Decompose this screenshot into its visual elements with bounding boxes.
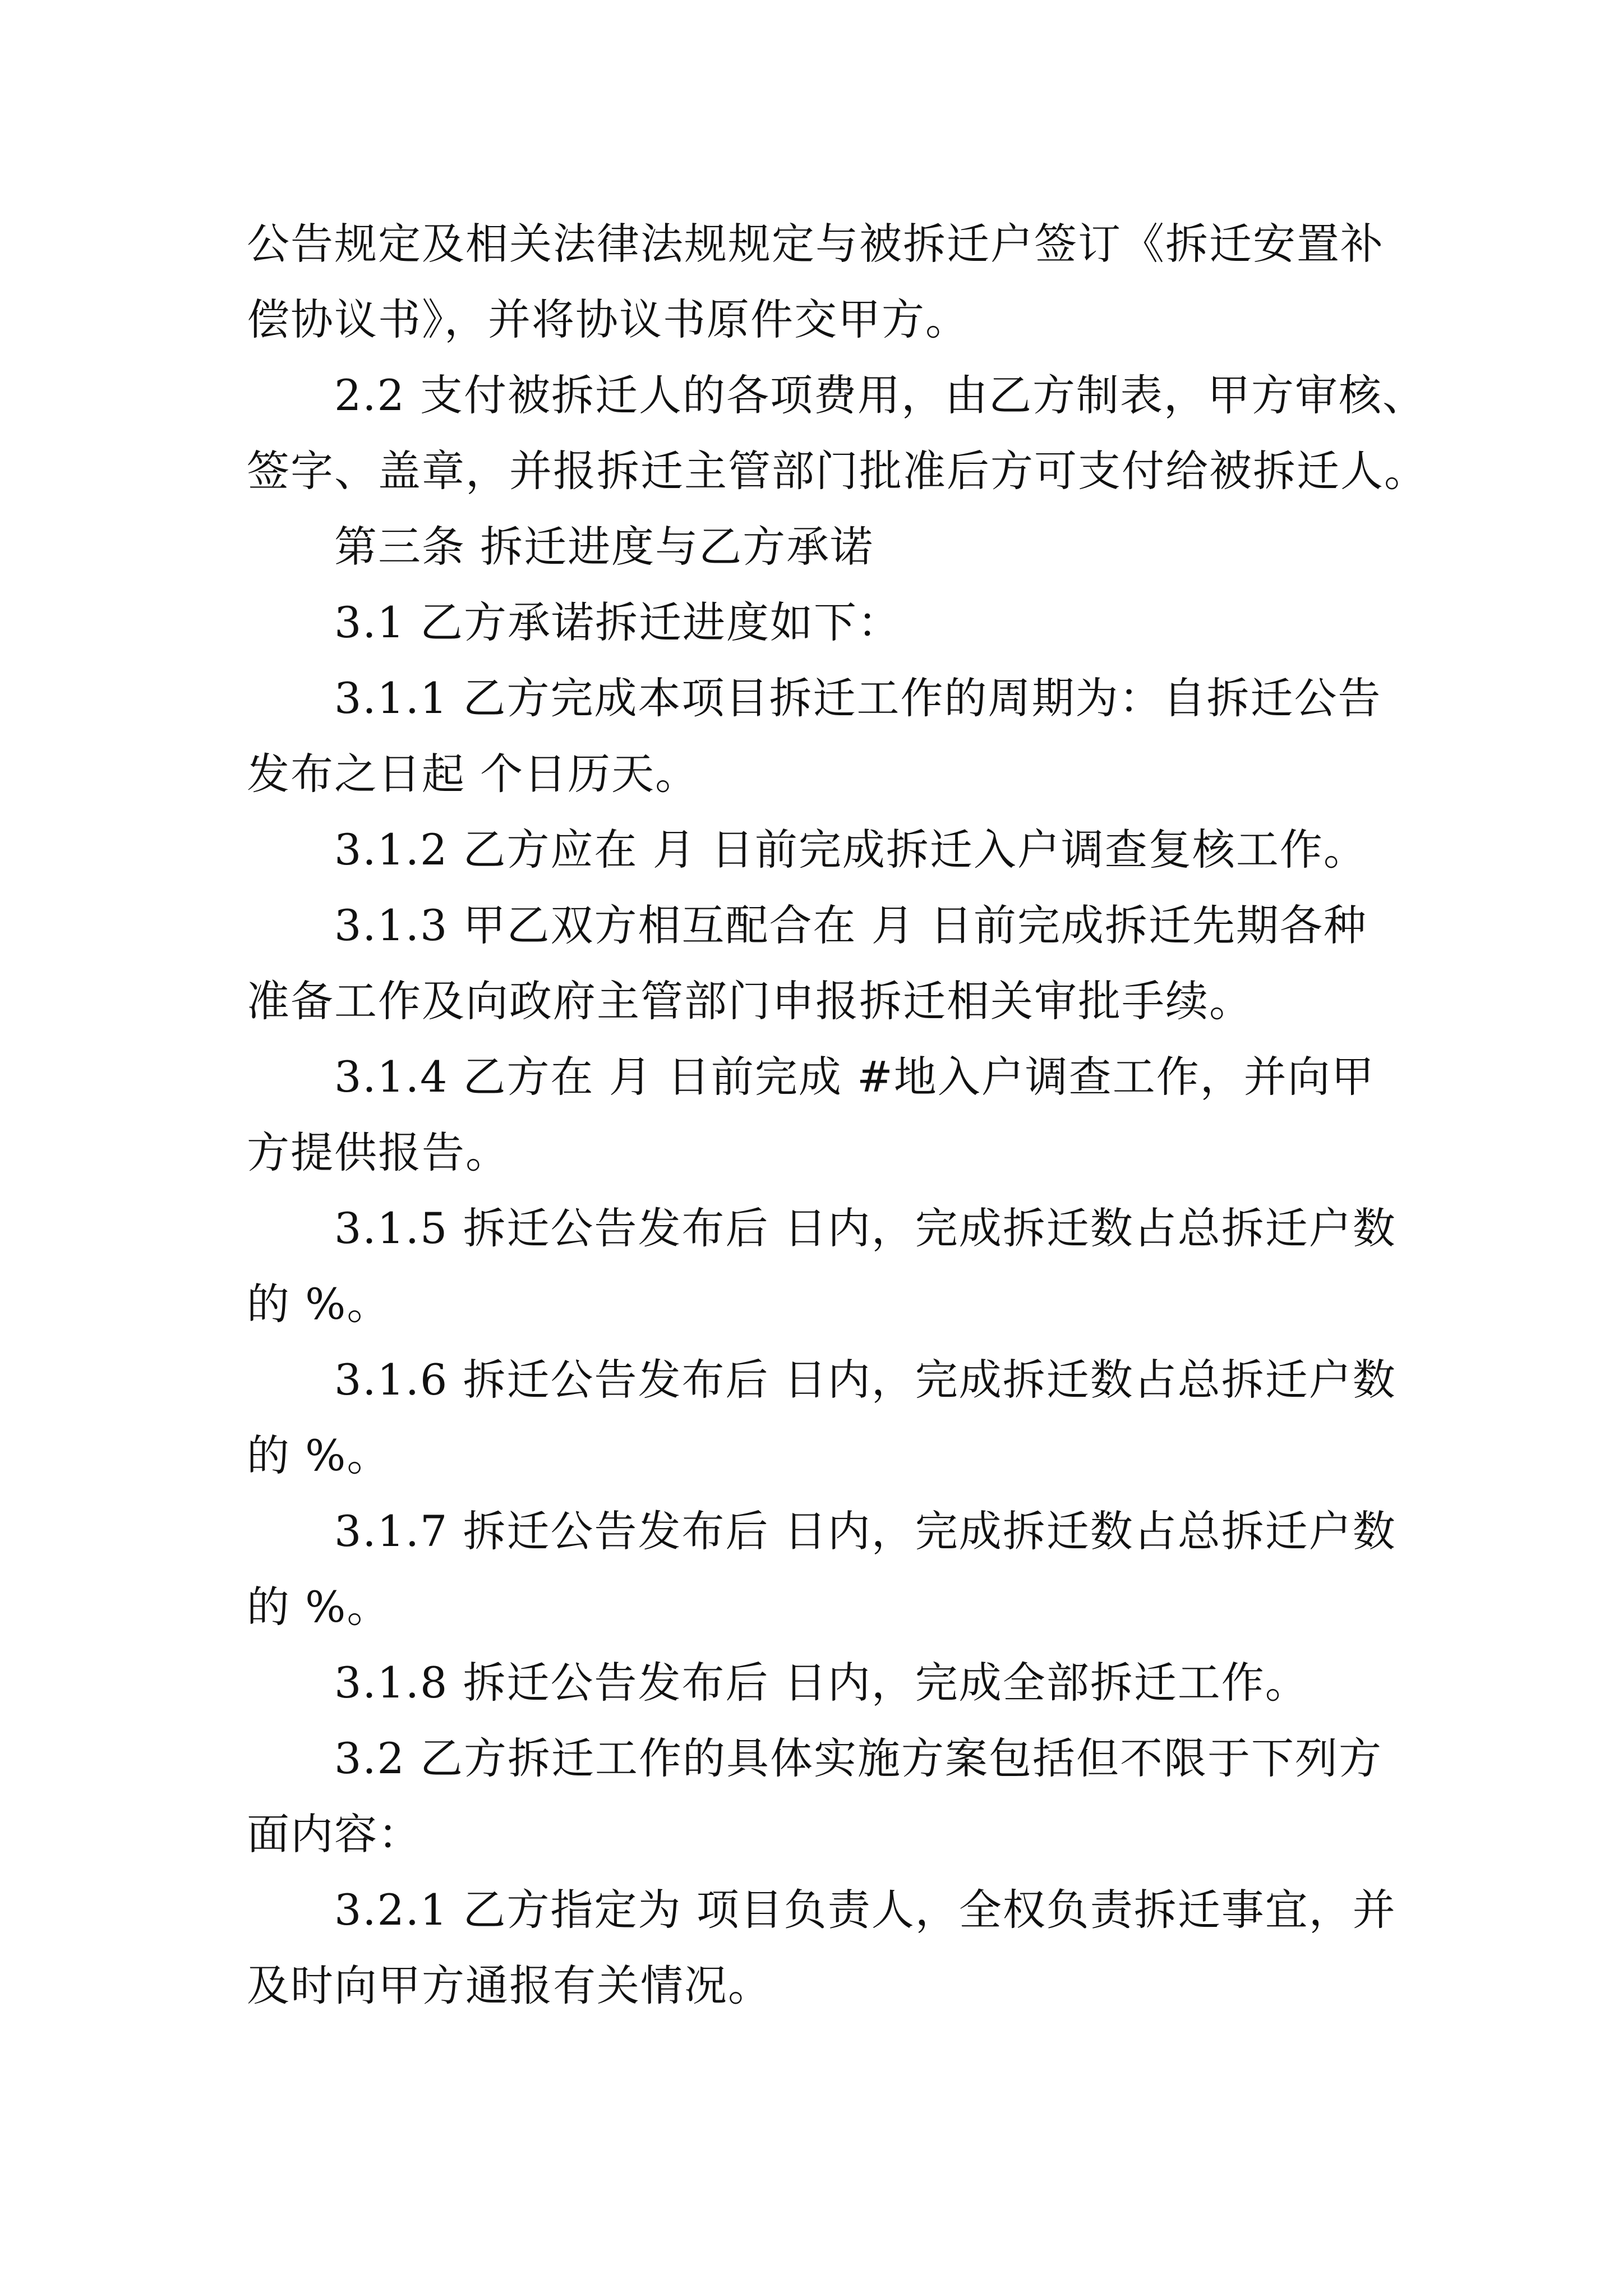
text-line: 及时向甲方通报有关情况。	[247, 1961, 772, 2010]
text-line: 3.1.3 甲乙双方相互配合在 月 日前完成拆迁先期各种	[334, 900, 1367, 950]
text-line: 准备工作及向政府主管部门申报拆迁相关审批手续。	[247, 976, 1253, 1026]
text-line: 3.2 乙方拆迁工作的具体实施方案包括但不限于下列方	[334, 1733, 1383, 1783]
text-line: 的 %。	[247, 1430, 391, 1480]
text-line: 3.1.1 乙方完成本项目拆迁工作的周期为：自拆迁公告	[334, 673, 1382, 723]
text-line: 3.1.2 乙方应在 月 日前完成拆迁入户调查复核工作。	[334, 825, 1367, 875]
text-line: 签字、盖章，并报拆迁主管部门批准后方可支付给被拆迁人。	[247, 446, 1428, 496]
text-line: 3.1.6 拆迁公告发布后 日内，完成拆迁数占总拆迁户数	[334, 1355, 1396, 1405]
text-line: 发布之日起 个日历天。	[247, 749, 699, 799]
section-heading: 第三条 拆迁进度与乙方承诺	[334, 522, 874, 572]
text-line: 方提供报告。	[247, 1128, 509, 1177]
text-line: 3.1.8 拆迁公告发布后 日内，完成全部拆迁工作。	[334, 1658, 1309, 1708]
text-line: 3.1.4 乙方在 月 日前完成 #地入户调查工作，并向甲	[334, 1052, 1375, 1102]
text-line: 的 %。	[247, 1582, 391, 1632]
text-line: 3.1.7 拆迁公告发布后 日内，完成拆迁数占总拆迁户数	[334, 1506, 1396, 1556]
text-line: 3.1 乙方承诺拆迁进度如下：	[334, 597, 902, 647]
text-line: 的 %。	[247, 1279, 391, 1329]
text-line: 偿协议书》，并将协议书原件交甲方。	[247, 295, 969, 344]
text-line: 2.2 支付被拆迁人的各项费用，由乙方制表，甲方审核、	[334, 370, 1427, 420]
text-line: 3.2.1 乙方指定为 项目负责人，全权负责拆迁事宜，并	[334, 1885, 1396, 1935]
text-line: 3.1.5 拆迁公告发布后 日内，完成拆迁数占总拆迁户数	[334, 1203, 1396, 1253]
text-line: 公告规定及相关法律法规规定与被拆迁户签订《拆迁安置补	[247, 219, 1384, 269]
text-line: 面内容：	[247, 1809, 422, 1859]
